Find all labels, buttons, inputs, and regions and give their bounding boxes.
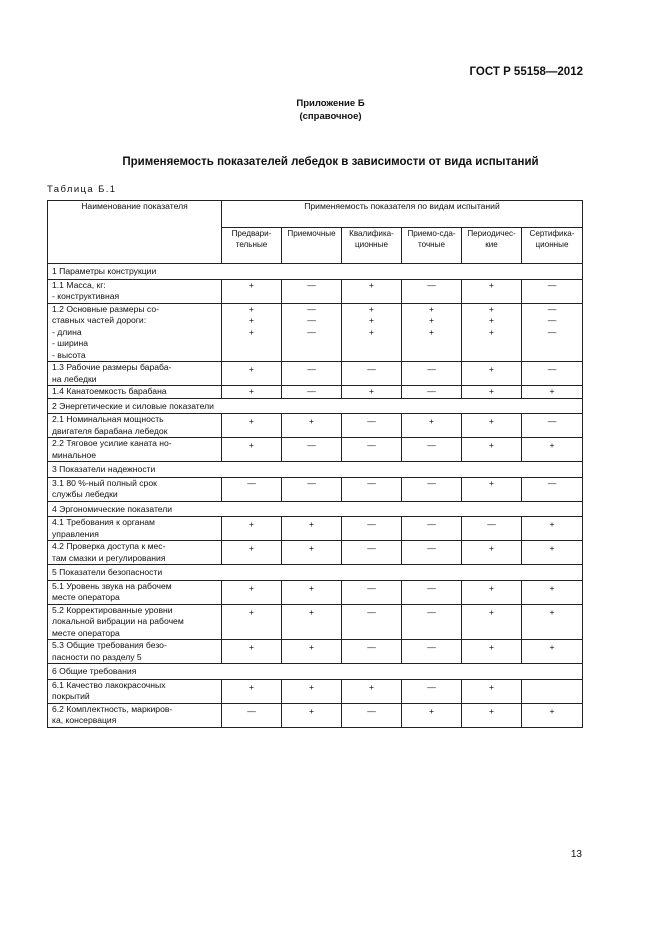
applicability-cell [522,438,583,462]
applicability-mark: — [427,543,436,553]
applicability-mark: + [248,386,255,396]
indicator-name-line: 4.2 Проверка доступа к мес- [52,541,166,551]
applicability-cell [402,303,462,362]
indicator-name-line: 5.2 Корректированные уровни [52,604,173,615]
applicability-mark: + [549,582,555,593]
applicability-cell [522,580,583,604]
table-row [48,279,583,303]
applicability-cell [462,414,522,438]
applicability-cell [282,414,342,438]
applicability-cell [522,517,583,541]
indicator-name [48,477,222,501]
applicability-cell [282,477,342,501]
applicability-cell [402,541,462,565]
applicability-cell [402,640,462,664]
applicability-cell [462,362,522,386]
applicability-cell [222,604,282,640]
applicability-mark: + [248,582,255,593]
applicability-mark: + [248,303,255,314]
applicability-mark: — [427,440,436,450]
indicator-name-line: 1.1 Масса, кг: [52,279,106,290]
applicability-cell [402,438,462,462]
header-text-line: ционные [535,240,569,249]
indicator-name [48,580,222,604]
applicability-mark: — [547,416,557,426]
applicability-cell [342,640,402,664]
applicability-mark: + [549,642,555,652]
section-title: 3 Показатели надежности [48,462,583,478]
indicator-name [48,679,222,703]
applicability-mark: — [427,681,436,692]
applicability-mark: — [307,386,316,396]
indicator-name-line: на лебедки [52,373,97,384]
applicability-mark: — [427,364,436,374]
applicability-mark: + [488,315,495,325]
indicator-name-line: - длина [52,326,82,337]
applicability-mark: + [549,386,555,396]
table-row [48,414,583,438]
header-text-line: тельные [235,240,268,249]
indicator-name [48,438,222,462]
applicability-mark: + [428,326,435,337]
header-text-line: ционные [355,240,388,249]
applicability-cell [402,517,462,541]
applicability-cell [282,541,342,565]
section-row [48,264,583,280]
applicability-cell [522,279,583,303]
indicator-name-line: 1.2 Основные размеры со- [52,303,159,314]
applicability-mark: + [549,705,555,716]
applicability-mark: — [307,315,316,325]
applicability-mark: + [549,606,555,617]
test-type-header [282,228,342,264]
applicability-mark: — [367,477,376,488]
applicability-mark: + [248,519,255,529]
applicability-mark: + [308,642,315,652]
indicator-name-line: 2.1 Номинальная мощность [52,414,164,424]
section-title: 6 Общие требования [48,664,583,680]
applicability-cell [522,362,583,386]
applicability-cell [402,414,462,438]
applicability-cell [342,604,402,640]
applicability-mark: — [247,477,256,488]
applicability-mark: — [247,705,256,716]
test-type-header [462,228,522,264]
applicability-mark: + [308,416,315,426]
header-text-line: Квалифика- [349,229,394,238]
applicability-mark: + [549,543,555,553]
indicator-name-line: локальной вибрации на рабочем [52,616,184,626]
applicability-cell [282,604,342,640]
header-text-line: Периодичес- [467,229,516,238]
indicator-name-line: ставных частей дороги: [52,315,147,325]
applicability-cell [522,303,583,362]
header-text-line: Сертифика- [529,229,575,238]
applicability-mark: — [547,364,557,374]
annex-heading [0,97,661,123]
applicability-mark: + [428,303,435,314]
header-text-line: точные [418,240,445,249]
applicability-cell [522,679,583,703]
table-row [48,604,583,640]
applicability-cell [282,640,342,664]
applicability-cell [462,679,522,703]
applicability-cell [462,386,522,399]
applicability-cell [222,362,282,386]
applicability-mark: + [308,519,315,529]
applicability-cell [342,438,402,462]
applicability-cell [222,279,282,303]
table-row [48,517,583,541]
indicator-name [48,279,222,303]
applicability-cell [402,679,462,703]
applicability-cell [222,517,282,541]
indicator-name [48,517,222,541]
applicability-cell [522,703,583,727]
applicability-mark: — [487,519,496,529]
indicator-name [48,541,222,565]
applicability-mark: — [547,477,557,488]
applicability-mark: + [248,416,255,426]
applicability-mark: + [549,440,555,450]
applicability-mark: — [547,315,557,325]
name-column-header: Наименование показателя [48,201,222,264]
applicability-cell [462,703,522,727]
applicability-mark: — [427,279,436,290]
applicability-cell [282,438,342,462]
section-title: 4 Эргономические показатели [48,501,583,517]
indicator-name-line: 6.1 Качество лакокрасочных [52,679,166,690]
standard-code: ГОСТ Р 55158—2012 [469,66,583,78]
applicability-mark: + [308,543,315,553]
table-row [48,679,583,703]
document-title: Применяемость показателей лебедок в зависимости от вида испытаний [122,156,539,168]
test-types-group-header: Применяемость показателя по видам испытаний [222,201,583,228]
applicability-cell [462,477,522,501]
indicator-name-line: 5.3 Общие требования безо- [52,640,167,650]
applicability-mark: + [488,705,495,716]
indicator-name-line: - ширина [52,338,89,348]
table-row [48,386,583,399]
indicator-name-line: - высота [52,349,86,360]
indicator-name-line: двигателя барабана лебедок [52,425,168,436]
test-type-header [222,228,282,264]
applicability-mark: + [488,364,495,374]
applicability-mark: + [248,326,255,337]
applicability-cell [222,477,282,501]
table-row [48,703,583,727]
applicability-mark: — [367,543,376,553]
applicability-mark: — [427,582,436,593]
applicability-cell [222,703,282,727]
indicator-name [48,640,222,664]
applicability-mark: — [427,606,436,617]
applicability-mark: — [307,364,316,374]
applicability-cell [462,640,522,664]
indicator-name-line: 6.2 Комплектность, маркиров- [52,703,173,714]
applicability-cell [522,477,583,501]
section-title: 2 Энергетические и силовые показатели [48,398,583,414]
applicability-mark: — [367,642,376,652]
table-row [48,580,583,604]
applicability-cell [222,414,282,438]
applicability-cell [222,679,282,703]
table-row [48,438,583,462]
applicability-cell [282,303,342,362]
applicability-cell [462,604,522,640]
applicability-mark: — [427,642,436,652]
applicability-mark: — [427,477,436,488]
applicability-mark: + [549,519,555,529]
applicability-cell [462,517,522,541]
applicability-cell [222,438,282,462]
applicability-cell [282,362,342,386]
header-text-line: Предвари- [231,229,272,238]
applicability-mark: + [248,543,255,553]
applicability-cell [522,541,583,565]
applicability-mark: — [307,477,316,488]
applicability-mark: — [367,416,376,426]
applicability-cell [282,703,342,727]
applicability-cell [342,279,402,303]
applicability-mark: — [367,440,376,450]
applicability-cell [222,386,282,399]
annex-subtitle: (справочное) [299,111,362,122]
applicability-cell [462,303,522,362]
annex-title: Приложение Б [296,98,365,109]
indicator-name-line: 3.1 80 %-ный полный срок [52,477,157,488]
applicability-mark: — [367,519,376,529]
applicability-mark: — [367,606,376,617]
applicability-cell [342,679,402,703]
table-row [48,303,583,362]
applicability-mark: + [488,326,495,337]
applicability-mark: — [547,303,557,314]
indicator-name-line: там смазки и регулирования [52,552,166,563]
applicability-mark: — [427,519,436,529]
table-row [48,362,583,386]
applicability-mark: + [428,416,435,426]
applicability-mark: + [248,681,255,692]
indicator-name-line: минальное [52,449,97,460]
indicator-name [48,703,222,727]
indicator-name-line: месте оператора [52,592,120,602]
indicator-name-line: 1.4 Канатоемкость барабана [52,386,167,396]
table-row [48,477,583,501]
applicability-mark: + [368,315,375,325]
section-row [48,462,583,478]
applicability-cell [342,517,402,541]
applicability-mark: + [368,303,375,314]
applicability-mark: + [308,705,315,716]
applicability-mark: — [367,364,376,374]
test-type-header [522,228,583,264]
applicability-cell [342,386,402,399]
header-text-line: Приемочные [287,229,336,238]
table-row [48,640,583,664]
applicability-cell [282,279,342,303]
applicability-mark: — [307,279,316,290]
applicability-cell [522,640,583,664]
applicability-cell [282,580,342,604]
applicability-cell [462,580,522,604]
test-type-header [342,228,402,264]
applicability-cell [402,279,462,303]
applicability-mark: + [248,279,255,290]
applicability-mark: + [368,326,375,337]
applicability-mark: — [367,705,376,716]
section-title: 1 Параметры конструкции [48,264,583,280]
applicability-cell [222,580,282,604]
indicator-name-line: 5.1 Уровень звука на рабочем [52,580,172,591]
applicability-mark: — [427,386,436,396]
applicability-cell [402,703,462,727]
applicability-cell [342,477,402,501]
applicability-cell [342,362,402,386]
applicability-mark: + [488,303,495,314]
applicability-cell [522,604,583,640]
applicability-mark: + [488,386,495,396]
indicator-name-line: пасности по разделу 5 [52,651,142,662]
indicator-name-line: службы лебедки [52,489,118,499]
test-type-header [402,228,462,264]
applicability-cell [342,303,402,362]
applicability-mark: + [248,440,255,450]
indicator-name-line: ка, консервация [52,715,117,725]
applicability-cell [342,580,402,604]
indicator-name [48,362,222,386]
applicability-mark: — [547,279,557,290]
applicability-cell [462,541,522,565]
applicability-mark: + [308,681,315,692]
applicability-cell [462,438,522,462]
applicability-table [47,200,583,728]
applicability-cell [402,604,462,640]
indicator-name [48,604,222,640]
applicability-cell [222,303,282,362]
table-body [48,264,583,728]
applicability-mark: + [248,315,255,325]
applicability-mark: + [248,606,255,617]
applicability-mark: + [368,279,375,290]
applicability-cell [402,477,462,501]
indicator-name [48,414,222,438]
applicability-mark: + [368,386,375,396]
applicability-mark: — [307,326,316,337]
applicability-cell [282,386,342,399]
page-number: 13 [570,849,582,860]
applicability-mark: + [488,477,495,488]
applicability-mark: + [368,681,375,692]
applicability-mark: — [307,440,316,450]
section-row [48,501,583,517]
applicability-cell [342,541,402,565]
applicability-mark: + [488,279,495,290]
section-row [48,664,583,680]
applicability-cell [402,386,462,399]
indicator-name-line: управления [52,528,99,539]
applicability-mark: + [428,705,435,716]
applicability-cell [402,362,462,386]
indicator-name-line: месте оператора [52,627,120,638]
applicability-mark: + [248,364,255,374]
section-row [48,398,583,414]
indicator-name-line: покрытий [52,691,90,701]
applicability-cell [282,679,342,703]
header-text-line: кие [485,240,498,249]
applicability-cell [222,541,282,565]
applicability-cell [282,517,342,541]
section-title: 5 Показатели безопасности [48,565,583,581]
table-caption: Таблица Б.1 [47,184,117,195]
applicability-cell [402,580,462,604]
applicability-cell [522,414,583,438]
applicability-mark: — [367,582,376,593]
applicability-cell [222,640,282,664]
applicability-mark: + [488,582,495,593]
applicability-mark: + [248,642,255,652]
applicability-mark: + [308,582,315,593]
applicability-mark: + [488,416,495,426]
section-row [48,565,583,581]
applicability-mark: + [488,440,495,450]
applicability-mark: + [488,543,495,553]
applicability-mark: — [307,303,316,314]
applicability-mark: + [428,315,435,325]
indicator-name-line: 4.1 Требования к органам [52,517,155,527]
indicator-name-line: 1.3 Рабочие размеры бараба- [52,362,172,372]
table-header-row [48,201,583,228]
table-row [48,541,583,565]
applicability-mark: + [308,606,315,617]
applicability-cell [342,414,402,438]
indicator-name [48,386,222,399]
applicability-cell [522,386,583,399]
applicability-cell [342,703,402,727]
indicator-name-line: 2.2 Тяговое усилие каната но- [52,438,172,448]
applicability-mark: + [488,606,495,617]
header-text-line: Приемо-сда- [407,229,456,238]
applicability-mark: — [547,326,557,337]
applicability-mark: + [488,681,495,692]
applicability-mark: + [488,642,495,652]
indicator-name-line: - конструктивная [52,291,120,301]
indicator-name [48,303,222,362]
applicability-cell [462,279,522,303]
